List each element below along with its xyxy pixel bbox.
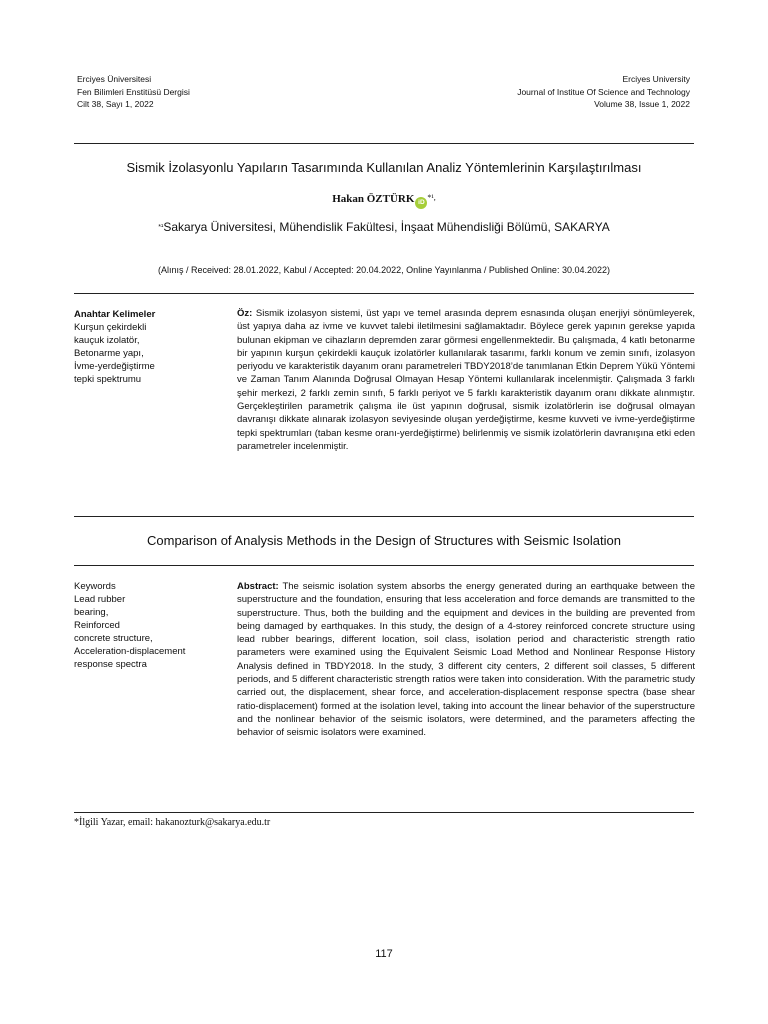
keyword-item: bearing,: [74, 607, 109, 618]
keywords-tr-heading: Anahtar Kelimeler: [74, 309, 156, 320]
keyword-item: tepki spektrumu: [74, 374, 142, 385]
keyword-item: Kurşun çekirdekli: [74, 322, 147, 333]
keyword-item: Reinforced: [74, 620, 120, 631]
author-marker: *¹,: [427, 193, 436, 202]
affiliation: [74, 220, 694, 234]
keyword-item: Lead rubber: [74, 594, 126, 605]
orcid-icon[interactable]: iD: [415, 197, 427, 209]
abstract-en: [237, 580, 695, 740]
abstract-tr-label: Öz:: [237, 308, 253, 319]
section-divider-1: [74, 293, 694, 294]
journal-header-left: [77, 73, 190, 111]
affiliation-marker: *¹: [158, 224, 164, 231]
keywords-tr: [74, 308, 224, 386]
footnote-divider: [74, 812, 694, 813]
keyword-item: concrete structure,: [74, 633, 153, 644]
header-university-tr: Erciyes Üniversitesi: [77, 74, 152, 84]
section-divider-3: [74, 565, 694, 566]
keyword-item: response spectra: [74, 659, 147, 670]
section-divider-2: [74, 516, 694, 517]
keywords-en: [74, 580, 224, 671]
keyword-item: İvme-yerdeğiştirme: [74, 361, 155, 372]
abstract-tr: [237, 307, 695, 453]
header-volume-en: Volume 38, Issue 1, 2022: [594, 99, 690, 109]
corresponding-author-footnote: *İlgili Yazar, email: hakanozturk@sakarya.edu.tr: [74, 817, 271, 828]
header-university-en: Erciyes University: [622, 74, 690, 84]
header-divider: [74, 143, 694, 144]
header-journal-en: Journal of Institue Of Science and Technology: [517, 86, 690, 97]
author-name: Hakan ÖZTÜRK: [332, 193, 415, 205]
author-line: [74, 193, 694, 209]
affiliation-text: Sakarya Üniversitesi, Mühendislik Fakültesi, İnşaat Mühendisliği Bölümü, SAKARYA: [163, 220, 610, 234]
abstract-en-text: The seismic isolation system absorbs the energy generated during an earthquake between the superstructure and the foundation, ensuring that less acceleration and force demands are transmitted to the superstructure. Thus, both the building and the equipment and devices in the building are prevented from being damaged by earthquakes. In this study, the design of a 4-storey reinforced concrete structure using lead rubber bearings, different location, soil class, isolation period and characteristic strength ratio parameters were examined using the Equivalent Seismic Load Method and Nonlinear Response History Analysis defined in TBDY2018. In the study, 3 different city centers, 2 different soil classes, 5 different periods, and 5 different characteristic strength ratios were taken into consideration. With the parametric study carried out, the displacement, shear force, and acceleration-displacement response spectra (base shear ratio-displacement) formed at the isolation level, taking into account the linear behavior of the superstructure and the nonlinear behavior of the seismic isolators, were determined, and the parameters affecting the behavior of seismic isolators were examined.: [237, 581, 695, 739]
keyword-item: Betonarme yapı,: [74, 348, 144, 359]
keyword-item: kauçuk izolatör,: [74, 335, 140, 346]
paper-title-tr: Sismik İzolasyonlu Yapıların Tasarımında Kullanılan Analiz Yöntemlerinin Karşılaştırılması: [126, 160, 642, 175]
paper-title-en: Comparison of Analysis Methods in the Design of Structures with Seismic Isolation: [147, 533, 621, 548]
page-number: 117: [375, 948, 393, 960]
header-volume-tr: Cilt 38, Sayı 1, 2022: [77, 99, 154, 109]
keywords-en-heading: Keywords: [74, 581, 116, 592]
abstract-en-label: Abstract:: [237, 581, 279, 592]
publication-dates: (Alınış / Received: 28.01.2022, Kabul / Accepted: 20.04.2022, Online Yayınlanma / Published Online: 30.04.2022): [158, 265, 610, 275]
abstract-tr-text: Sismik izolasyon sistemi, üst yapı ve temel arasında deprem esnasında oluşan enerjiyi sönümleyerek, üst yapıya daha az ivme ve kuvvet talebi iletilmesini sağlamaktadır. Böylece gerek yapının gerekse yapıda bulunan ekipman ve cihazların depremden zarar görmesi engellenmektedir. Bu çalışmada, 4 katlı betonarme bir yapının kurşun çekirdekli kauçuk izolatörler kullanılarak tasarımı, farklı konum ve zemin sınıfı, izolasyon periyodu ve karakteristik dayanım oranı parametreleri TBDY2018’de tanımlanan Etkin Deprem Yükü Yöntemi ve Zaman Tanım Alanında Doğrusal Olmayan Hesap Yöntemi kullanılarak incelenmiştir. Çalışmada 3 farklı şehir merkezi, 2 farklı zemin sınıfı, 5 farklı periyot ve 5 farklı karakteristik dayanım oranı dikkate alınmıştır. Gerçekleştirilen parametrik çalışma ile üst yapının doğrusal, sismik izolatörlerin ise doğrusal olmayan davranışı dikkate alınarak izolasyon seviyesinde oluşan yerdeğiştirme, kesme kuvveti ve ivme-yerdeğiştirme tepki spektrumları (taban kesme oranı-yerdeğiştirme) belirlenmiş ve sismik izolatörlerin davranışına etki eden parametreler incelenmiştir.: [237, 308, 696, 452]
keyword-item: Acceleration-displacement: [74, 646, 186, 657]
journal-header-right: [517, 73, 690, 111]
header-journal-tr: Fen Bilimleri Enstitüsü Dergisi: [77, 86, 190, 97]
